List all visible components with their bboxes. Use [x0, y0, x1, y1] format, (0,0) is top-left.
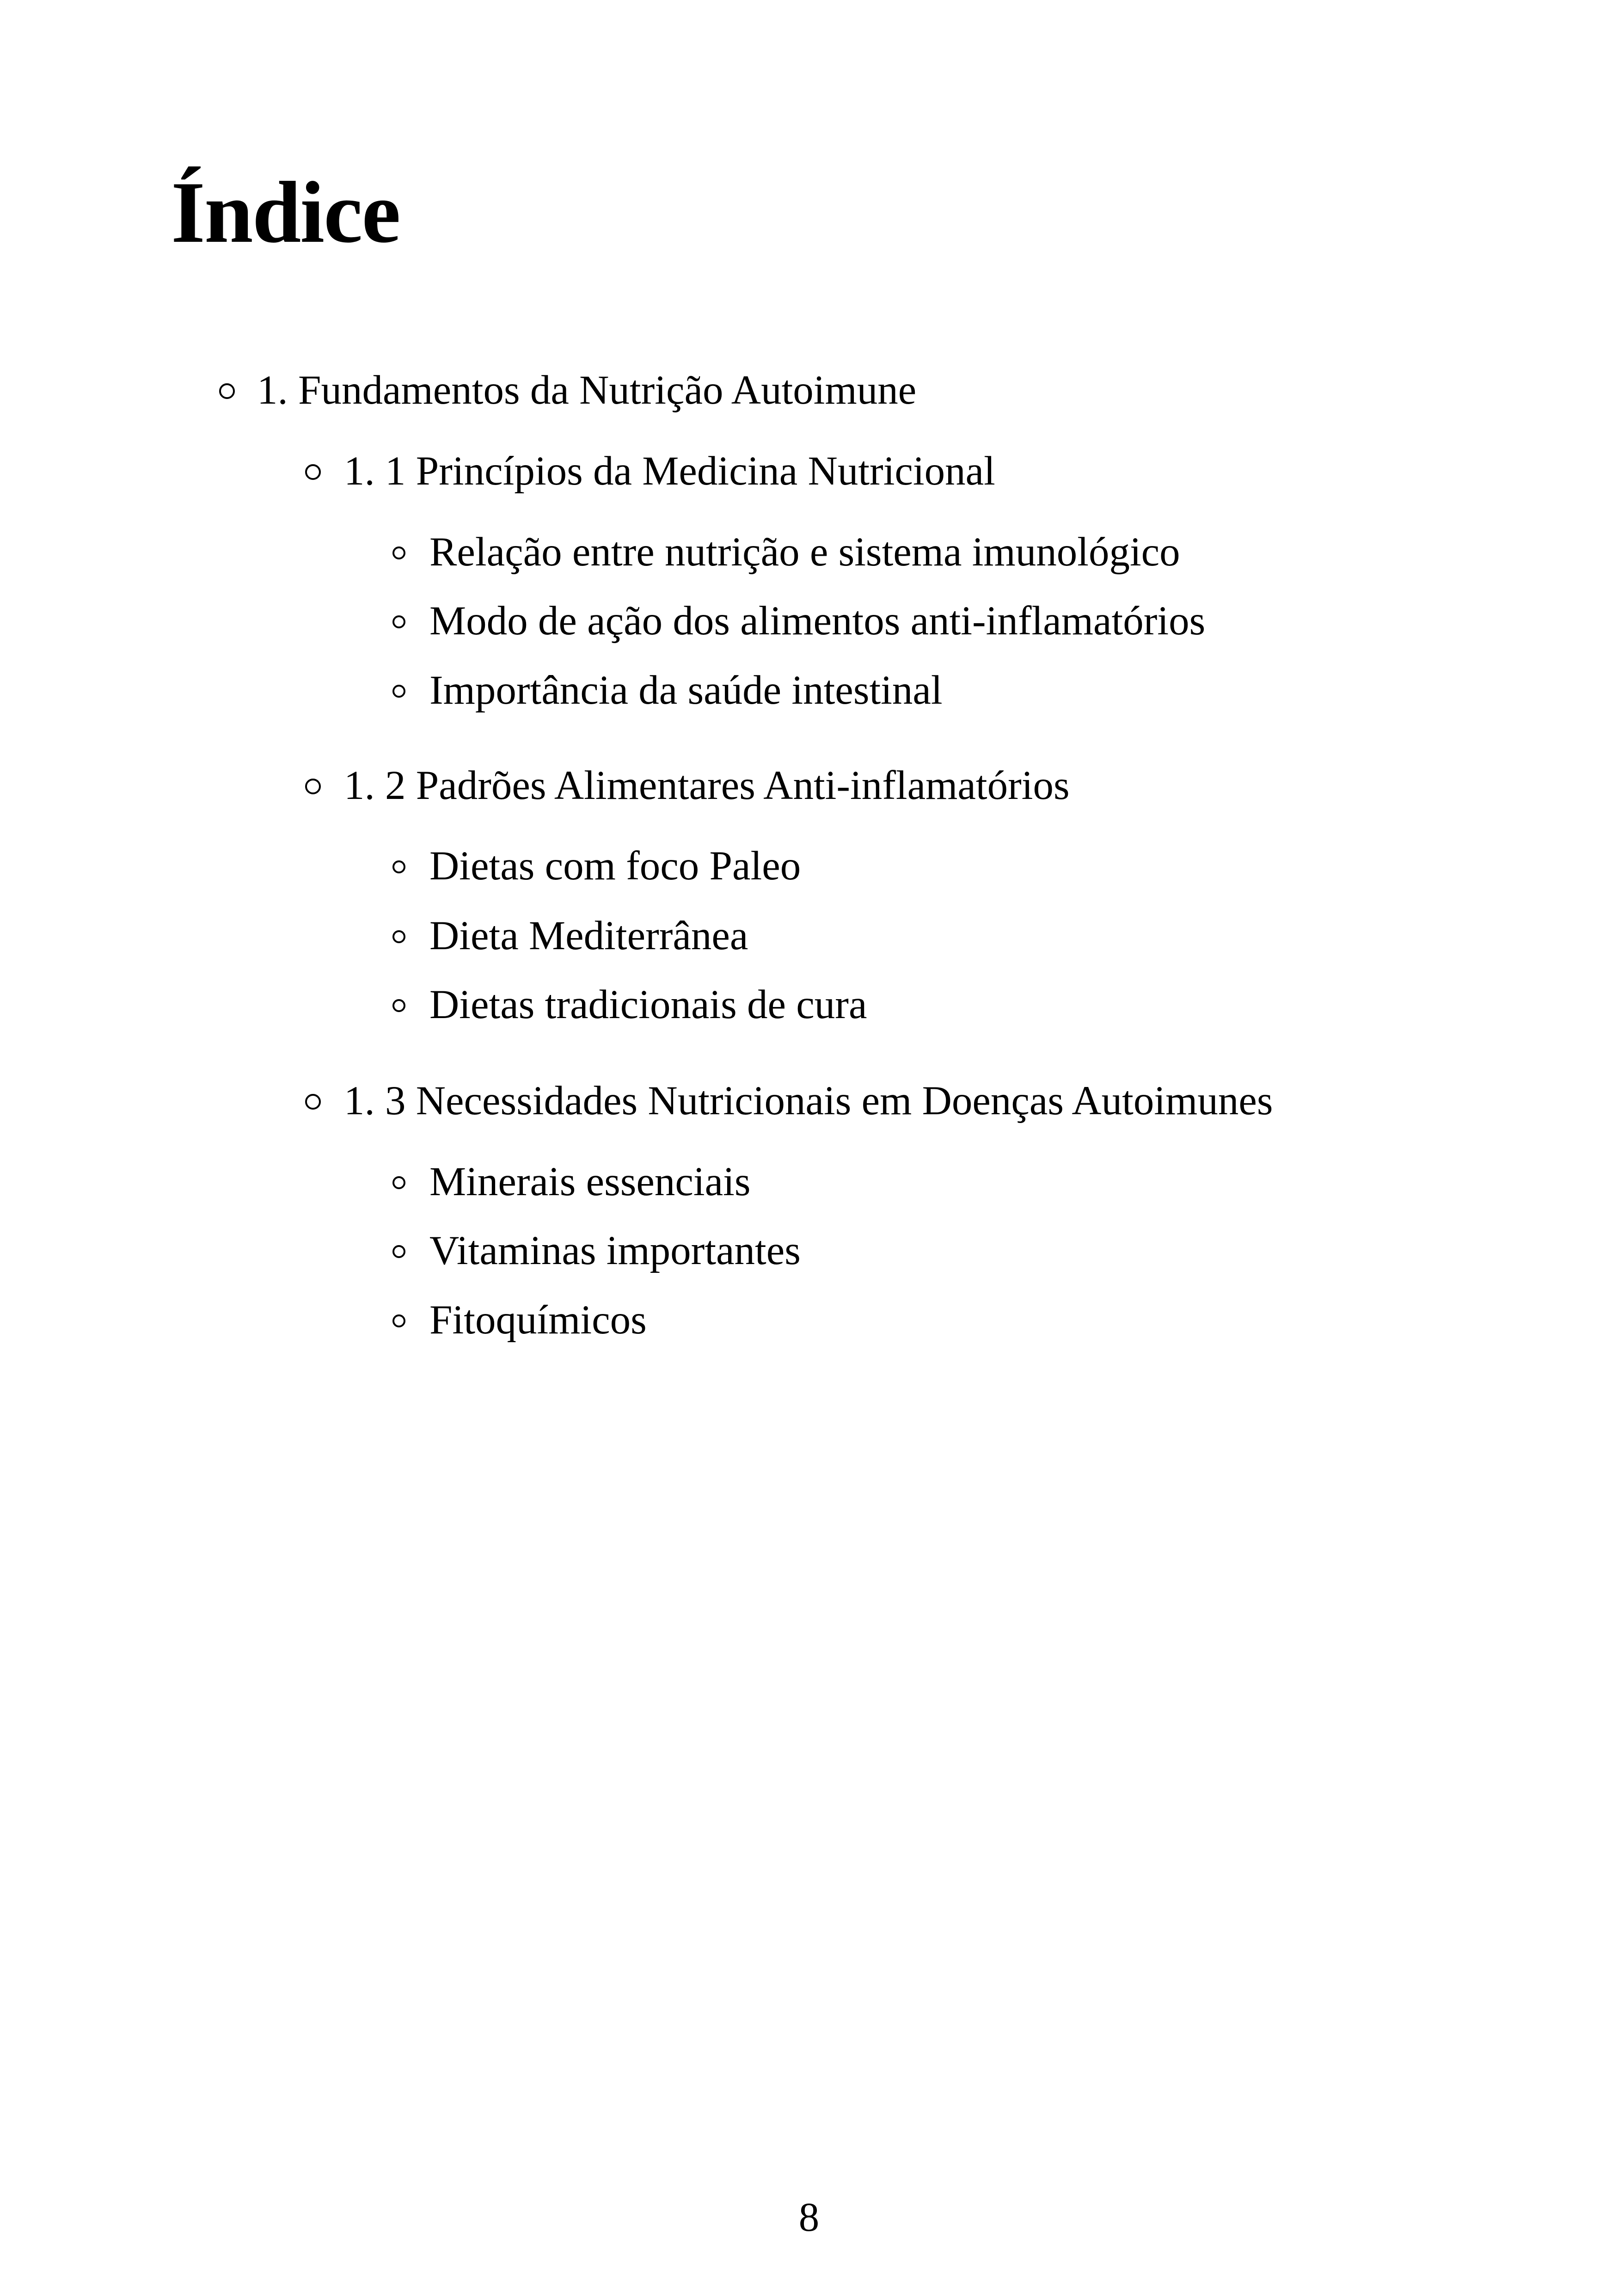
toc-section-1-2[interactable]: 1. 2 Padrões Alimentares Anti-inflamatórios — [344, 763, 1070, 808]
bullet-icon — [305, 464, 321, 480]
toc-item[interactable]: Relação entre nutrição e sistema imunológico — [429, 529, 1180, 575]
bullet-icon — [392, 685, 405, 698]
bullet-icon — [392, 546, 405, 559]
bullet-icon — [392, 1176, 405, 1189]
bullet-icon — [392, 999, 405, 1012]
toc-chapter-1[interactable]: 1. Fundamentos da Nutrição Autoimune — [257, 368, 917, 413]
toc-item[interactable]: Dietas tradicionais de cura — [429, 982, 867, 1027]
toc-section-1-3[interactable]: 1. 3 Necessidades Nutricionais em Doenças Autoimunes — [344, 1078, 1273, 1123]
toc-item[interactable]: Fitoquímicos — [429, 1297, 647, 1343]
page-title: Índice — [171, 164, 400, 261]
toc-item[interactable]: Importância da saúde intestinal — [429, 668, 943, 713]
bullet-icon — [392, 930, 405, 943]
toc-item[interactable]: Modo de ação dos alimentos anti-inflamatórios — [429, 598, 1206, 644]
bullet-icon — [392, 615, 405, 628]
page-number: 8 — [798, 2195, 820, 2240]
bullet-icon — [392, 1314, 405, 1327]
toc-item[interactable]: Minerais essenciais — [429, 1159, 751, 1204]
bullet-icon — [392, 1245, 405, 1258]
bullet-icon — [392, 860, 405, 873]
toc-section-1-1[interactable]: 1. 1 Princípios da Medicina Nutricional — [344, 448, 995, 494]
toc-item[interactable]: Dieta Mediterrânea — [429, 913, 748, 958]
bullet-icon — [305, 779, 321, 794]
toc-item[interactable]: Vitaminas importantes — [429, 1228, 801, 1273]
bullet-icon — [219, 383, 235, 399]
toc-item[interactable]: Dietas com foco Paleo — [429, 843, 801, 889]
bullet-icon — [305, 1094, 321, 1110]
